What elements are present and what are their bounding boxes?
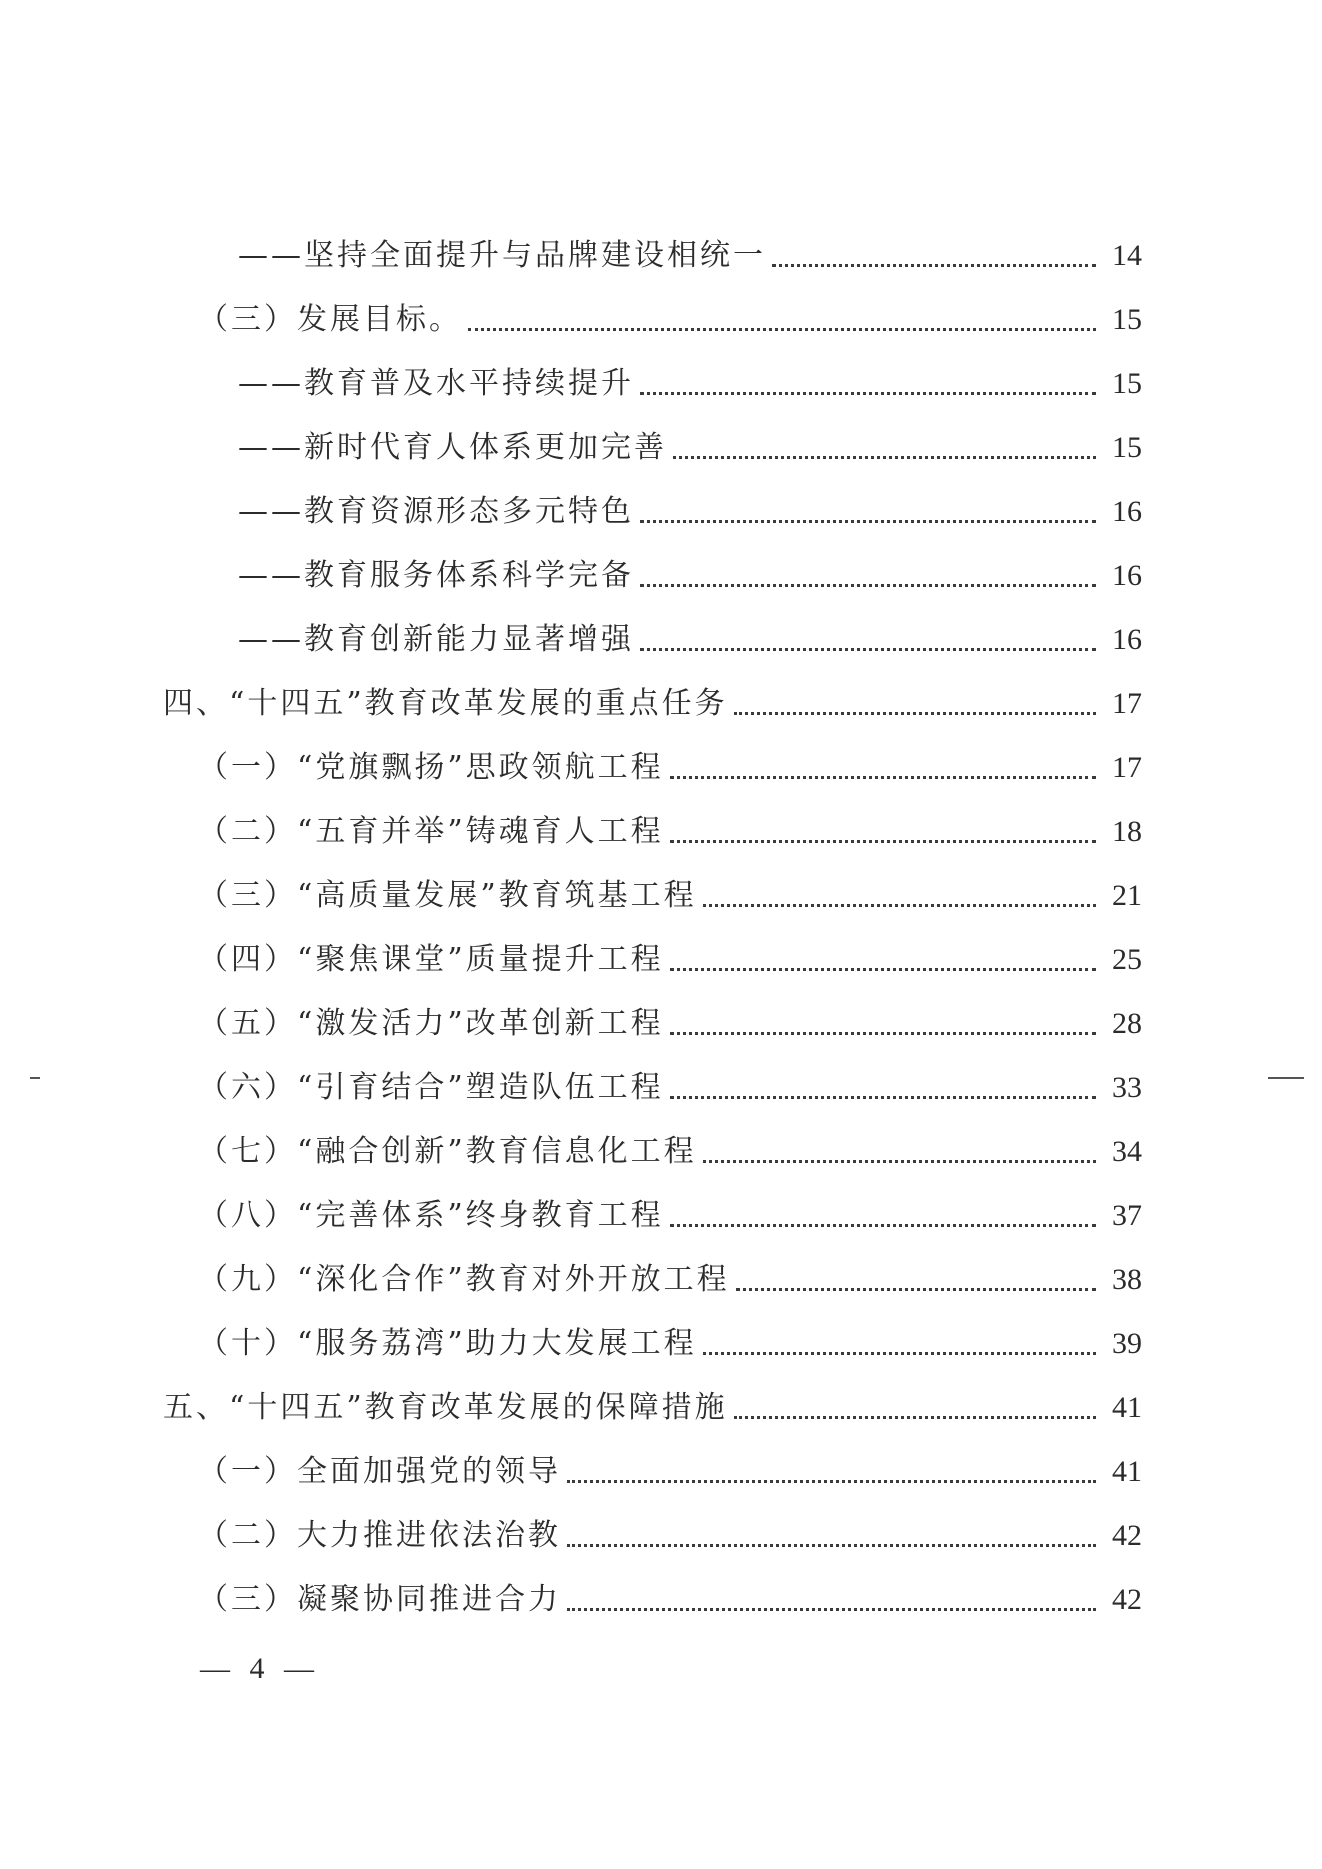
dot-leader — [670, 968, 1096, 971]
toc-entry-label: （六）“引育结合”塑造队伍工程 — [198, 1070, 664, 1105]
dot-leader — [567, 1608, 1096, 1611]
dot-leader — [703, 1160, 1096, 1163]
toc-entry-label: ——新时代育人体系更加完善 — [238, 430, 667, 465]
toc-entry-label: ——教育资源形态多元特色 — [238, 494, 634, 529]
dot-leader — [734, 712, 1096, 715]
toc-entry-label: 五、“十四五”教育改革发展的保障措施 — [163, 1390, 728, 1425]
toc-entry[interactable] — [238, 364, 1142, 404]
dot-leader — [567, 1544, 1096, 1547]
toc-entry[interactable] — [238, 428, 1142, 468]
toc-entry[interactable] — [198, 1132, 1142, 1172]
toc-entry[interactable] — [163, 1388, 1142, 1428]
toc-entry-page: 14 — [1112, 239, 1142, 272]
toc-entry-page: 18 — [1112, 815, 1142, 848]
toc-entry-label: （三）凝聚协同推进合力 — [198, 1582, 561, 1617]
scan-artifact-left — [30, 1077, 40, 1079]
toc-entry[interactable] — [198, 1196, 1142, 1236]
toc-entry-label: ——教育普及水平持续提升 — [238, 366, 634, 401]
toc-entry-page: 15 — [1112, 367, 1142, 400]
toc-entry-page: 25 — [1112, 943, 1142, 976]
dot-leader — [640, 392, 1096, 395]
toc-entry-page: 42 — [1112, 1519, 1142, 1552]
toc-entry[interactable] — [198, 1516, 1142, 1556]
toc-entry[interactable] — [198, 876, 1142, 916]
toc-entry-label: （二）“五育并举”铸魂育人工程 — [198, 814, 664, 849]
toc-entry-label: （八）“完善体系”终身教育工程 — [198, 1198, 664, 1233]
toc-entry[interactable] — [238, 620, 1142, 660]
toc-entry-page: 33 — [1112, 1071, 1142, 1104]
toc-entry[interactable] — [198, 300, 1142, 340]
toc-entry-page: 38 — [1112, 1263, 1142, 1296]
toc-entry-label: （三）发展目标。 — [198, 302, 462, 337]
toc-entry-page: 17 — [1112, 687, 1142, 720]
toc-entry-page: 28 — [1112, 1007, 1142, 1040]
toc-entry[interactable] — [198, 1068, 1142, 1108]
dot-leader — [640, 520, 1096, 523]
toc-entry-label: （四）“聚焦课堂”质量提升工程 — [198, 942, 664, 977]
toc-entry[interactable] — [238, 492, 1142, 532]
dot-leader — [772, 264, 1096, 267]
toc-entry-page: 42 — [1112, 1583, 1142, 1616]
toc-entry-page: 16 — [1112, 559, 1142, 592]
toc-entry[interactable] — [163, 684, 1142, 724]
dot-leader — [703, 904, 1096, 907]
page-number-footer: — 4 — — [200, 1652, 320, 1685]
toc-entry-label: （一）全面加强党的领导 — [198, 1454, 561, 1489]
dot-leader — [567, 1480, 1096, 1483]
toc-entry[interactable] — [198, 1004, 1142, 1044]
toc-entry-page: 16 — [1112, 623, 1142, 656]
dot-leader — [736, 1288, 1096, 1291]
toc-entry-label: 四、“十四五”教育改革发展的重点任务 — [163, 686, 728, 721]
toc-entry-page: 39 — [1112, 1327, 1142, 1360]
toc-entry[interactable] — [238, 556, 1142, 596]
dot-leader — [670, 1096, 1096, 1099]
toc-entry-label: ——教育服务体系科学完备 — [238, 558, 634, 593]
toc-entry-page: 21 — [1112, 879, 1142, 912]
toc-entry[interactable] — [198, 1580, 1142, 1620]
toc-entry-label: ——教育创新能力显著增强 — [238, 622, 634, 657]
toc-entry-label: （九）“深化合作”教育对外开放工程 — [198, 1262, 730, 1297]
toc-entry-label: （三）“高质量发展”教育筑基工程 — [198, 878, 697, 913]
toc-entry-label: （一）“党旗飘扬”思政领航工程 — [198, 750, 664, 785]
toc-entry-label: （十）“服务荔湾”助力大发展工程 — [198, 1326, 697, 1361]
dot-leader — [640, 584, 1096, 587]
toc-entry-label: ——坚持全面提升与品牌建设相统一 — [238, 238, 766, 273]
toc-entry-page: 16 — [1112, 495, 1142, 528]
toc-entry-label: （七）“融合创新”教育信息化工程 — [198, 1134, 697, 1169]
dot-leader — [703, 1352, 1096, 1355]
toc-entry[interactable] — [198, 812, 1142, 852]
toc-entry-label: （二）大力推进依法治教 — [198, 1518, 561, 1553]
toc-entry[interactable] — [198, 1324, 1142, 1364]
dot-leader — [670, 776, 1096, 779]
toc-entry[interactable] — [198, 1452, 1142, 1492]
toc-entry-page: 37 — [1112, 1199, 1142, 1232]
dot-leader — [640, 648, 1096, 651]
dot-leader — [670, 1224, 1096, 1227]
dot-leader — [468, 328, 1096, 331]
toc-entry-page: 15 — [1112, 303, 1142, 336]
dot-leader — [670, 1032, 1096, 1035]
dot-leader — [734, 1416, 1096, 1419]
toc-entry-page: 17 — [1112, 751, 1142, 784]
toc-entry[interactable] — [198, 748, 1142, 788]
toc-entry-page: 41 — [1112, 1391, 1142, 1424]
dot-leader — [673, 456, 1096, 459]
toc-entry[interactable] — [198, 1260, 1142, 1300]
toc-entry-page: 34 — [1112, 1135, 1142, 1168]
dot-leader — [670, 840, 1096, 843]
toc-entry[interactable] — [198, 940, 1142, 980]
toc-entry-label: （五）“激发活力”改革创新工程 — [198, 1006, 664, 1041]
toc-entry-page: 15 — [1112, 431, 1142, 464]
toc-entry[interactable] — [238, 236, 1142, 276]
toc-entry-page: 41 — [1112, 1455, 1142, 1488]
scan-artifact-right — [1268, 1077, 1304, 1079]
